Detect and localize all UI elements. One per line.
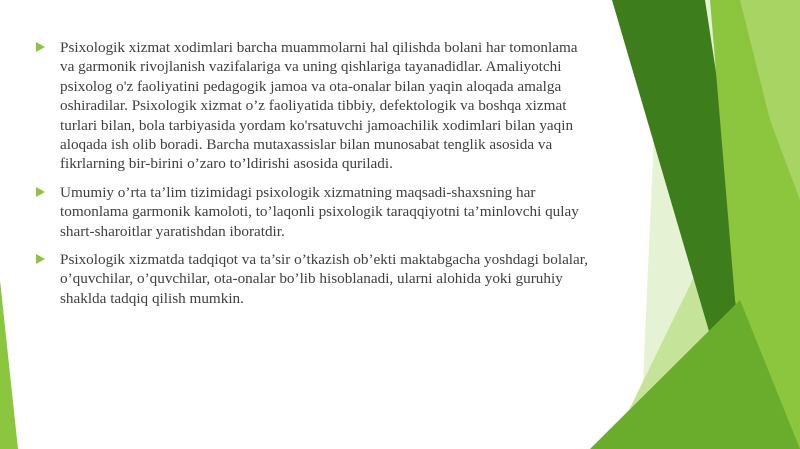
bullet-item	[32, 38, 592, 174]
triangle-right-icon	[36, 187, 45, 197]
bullet-item	[32, 250, 592, 308]
bullet-text: Umumiy o’rta ta’lim tizimidagi psixologik xizmatning maqsadi-shaxsning har tomonlama garmonik kamoloti, to’laqonli psixologik taraqqiyotni ta’minlovchi qulay shart-sharoitlar yaratishdan iboratdir.	[60, 183, 579, 240]
left-edge-shape	[0, 280, 18, 449]
bullet-list	[32, 38, 592, 317]
bullet-text: Psixologik xizmat xodimlari barcha muammolarni hal qilishda bolani har tomonlama va garmonik rivojlanish vazifalariga va uning qishlariga tayanadidlar. Amaliyotchi psixolog o'z faoliyatini pedagogik jamoa va ota-onalar bilan yaqin aloqada amalga oshiradilar. Psixologik xizmat o’z faoliyatida tibbiy, defektologik va boshqa xizmat turlari bilan, bola tarbiyasida yordam ko'rsatuvchi jamoachilik xodimlari bilan yaqin aloqada ish olib boradi. Barcha mutaxassislar bilan munosabat tenglik asosida va fikrlarning bir-birini o’zaro to’ldirishi asosida quriladi.	[60, 39, 578, 173]
bullet-text: Psixologik xizmatda tadqiqot va ta’sir o’tkazish ob’ekti maktabgacha yoshdagi bolalar, o’quvchilar, o’quvchilar, ota-onalar bo’lib hisoblanadi, ularni alohida yoki guruhiy shaklda tadqiq qilish mumkin.	[60, 251, 589, 307]
triangle-right-icon	[36, 254, 45, 264]
triangle-right-icon	[36, 42, 45, 52]
bullet-item	[32, 183, 592, 241]
